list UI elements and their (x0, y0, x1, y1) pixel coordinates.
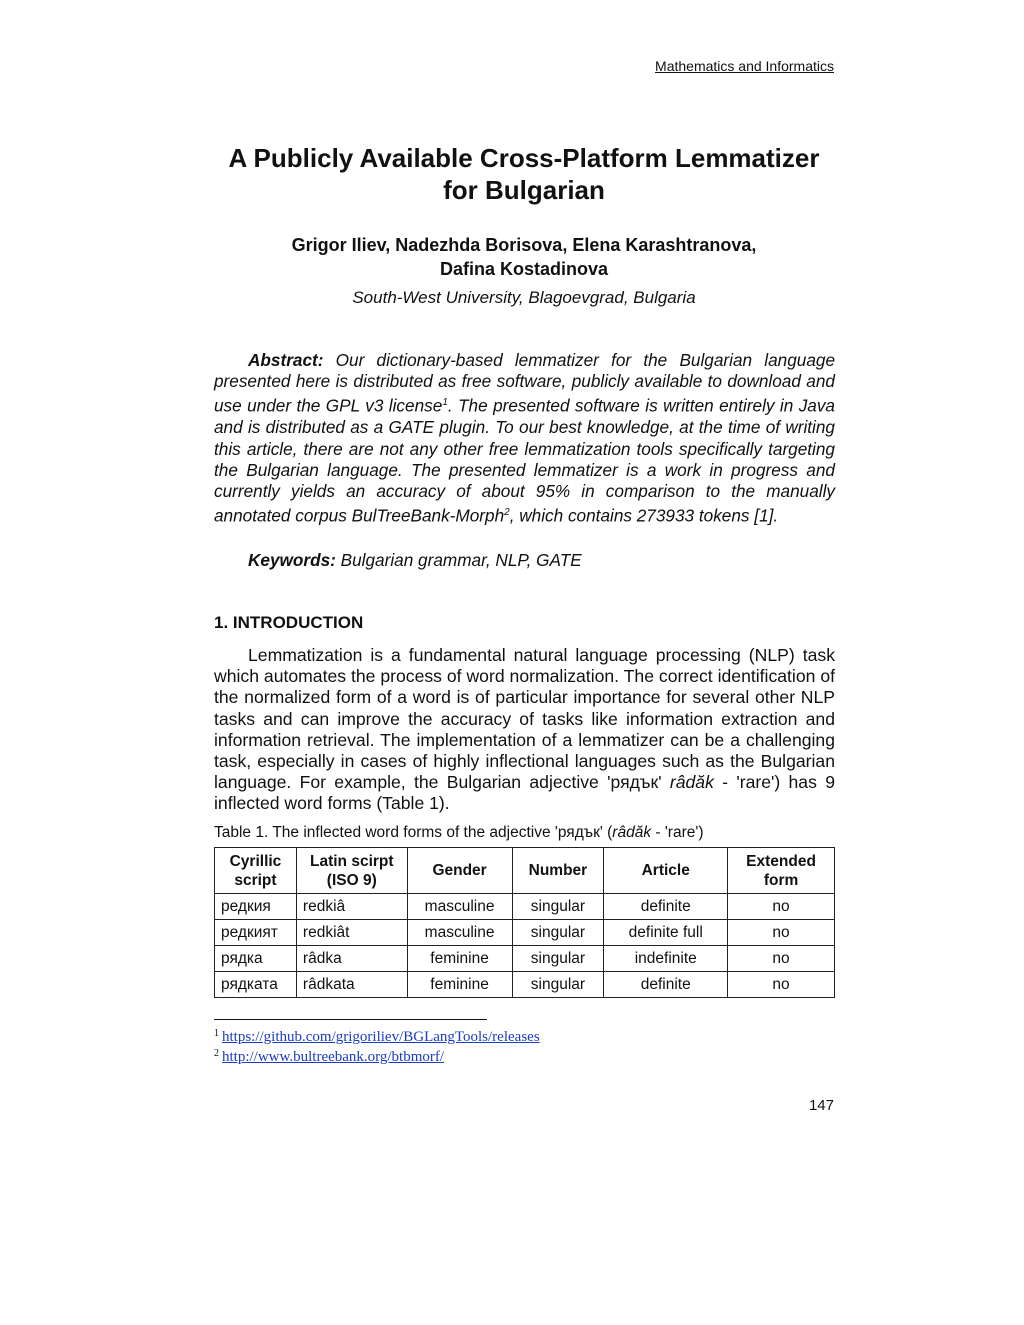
cell-extended: no (728, 946, 835, 972)
cell-gender: feminine (407, 972, 512, 998)
cell-article: definite (604, 894, 728, 920)
footnote-1-link[interactable]: https://github.com/grigoriliev/BGLangTools/releases (222, 1029, 540, 1045)
cell-gender: masculine (407, 920, 512, 946)
cell-extended: no (728, 920, 835, 946)
cell-extended: no (728, 972, 835, 998)
cell-number: singular (512, 920, 604, 946)
footnote-ref-2: 2 (504, 507, 510, 519)
cell-extended: no (728, 894, 835, 920)
keywords-label: Keywords: (248, 550, 336, 570)
cell-number: singular (512, 946, 604, 972)
cell-number: singular (512, 972, 604, 998)
abstract-label: Abstract: (248, 350, 324, 370)
section-number: 1. (214, 613, 229, 632)
footnote-ref-1: 1 (442, 397, 448, 409)
footnote-2-number: 2 (214, 1048, 219, 1059)
abstract (214, 350, 835, 527)
cell-article: indefinite (604, 946, 728, 972)
cell-cyrillic: редкият (215, 920, 297, 946)
footnote-2-link[interactable]: http://www.bultreebank.org/btbmorf/ (222, 1049, 445, 1065)
cell-cyrillic: редкия (215, 894, 297, 920)
section-heading (214, 613, 363, 633)
cell-latin: redkiâ (296, 894, 407, 920)
cell-article: definite full (604, 920, 728, 946)
intro-text-2: - 'rare') has 9 inflected word forms (Table 1). (214, 772, 835, 814)
intro-paragraph (214, 645, 835, 815)
intro-text-1: Lemmatization is a fundamental natural language processing (NLP) task which automates the process of word normalization. The correct identification of the normalized form of a word is of particular importance for several other NLP tasks and can improve the accuracy of tasks like information extraction and information retrieval. The implementation of a lemmatizer can be a challenging task, especially in cases of highly inflectional languages such as the Bulgarian language. For example, the Bulgarian adjective 'рядък' (214, 645, 835, 793)
section-title: INTRODUCTION (232, 613, 364, 632)
cell-gender: masculine (407, 894, 512, 920)
keywords (248, 550, 582, 571)
paper-title (0, 142, 1024, 206)
header-extended: Extended form (728, 848, 835, 894)
cell-cyrillic: рядка (215, 946, 297, 972)
running-header: Mathematics and Informatics (655, 58, 834, 74)
keywords-text: Bulgarian grammar, NLP, GATE (335, 550, 582, 570)
table-row (215, 946, 835, 972)
footnote-2 (214, 1048, 444, 1066)
cell-latin: râdkata (296, 972, 407, 998)
table-row (215, 920, 835, 946)
header-article: Article (604, 848, 728, 894)
table-caption (214, 824, 704, 842)
cell-cyrillic: рядката (215, 972, 297, 998)
header-cyrillic: Cyrillic script (215, 848, 297, 894)
inflection-table (214, 847, 835, 998)
caption-translit: râdăk (612, 824, 652, 841)
page-number: 147 (808, 1097, 834, 1114)
caption-text-1: Table 1. The inflected word forms of the adjective 'рядък' ( (214, 824, 613, 841)
abstract-text-2: . The presented software is written entirely in Java and is distributed as a GATE plugin. To our best knowledge, at the time of writing this article, there are not any other free lemmatization tools specifically targeting the Bulgarian language. The presented lemmatizer is a work in progress and currently yields an accuracy of about 95% in comparison to the manually annotated corpus BulTreeBank-Morph (214, 396, 835, 526)
footnote-1-number: 1 (214, 1028, 219, 1039)
footnote-divider (214, 1019, 487, 1020)
cell-gender: feminine (407, 946, 512, 972)
footnote-1 (214, 1028, 540, 1046)
paper-title-line2: for Bulgarian (443, 175, 605, 205)
table-header-row (215, 848, 835, 894)
cell-latin: redkiât (296, 920, 407, 946)
paper-title-line1: A Publicly Available Cross-Platform Lemmatizer (228, 143, 820, 173)
author-list (0, 233, 1024, 281)
header-number: Number (512, 848, 604, 894)
caption-text-2: - 'rare') (651, 824, 704, 841)
table-row (215, 894, 835, 920)
affiliation: South-West University, Blagoevgrad, Bulgaria (352, 288, 696, 307)
cell-latin: râdka (296, 946, 407, 972)
table-row (215, 972, 835, 998)
header-gender: Gender (407, 848, 512, 894)
cell-number: singular (512, 894, 604, 920)
author-line1: Grigor Iliev, Nadezhda Borisova, Elena Karashtranova, (291, 235, 757, 255)
cell-article: definite (604, 972, 728, 998)
intro-translit: râdăk (669, 772, 714, 793)
header-latin: Latin scirpt (ISO 9) (296, 848, 407, 894)
author-line2: Dafina Kostadinova (439, 259, 609, 279)
abstract-text-1: Our dictionary-based lemmatizer for the Bulgarian language presented here is distributed as free software, publicly available to download and use under the GPL v3 license (214, 350, 835, 417)
abstract-text-3: , which contains 273933 tokens [1]. (509, 505, 779, 526)
